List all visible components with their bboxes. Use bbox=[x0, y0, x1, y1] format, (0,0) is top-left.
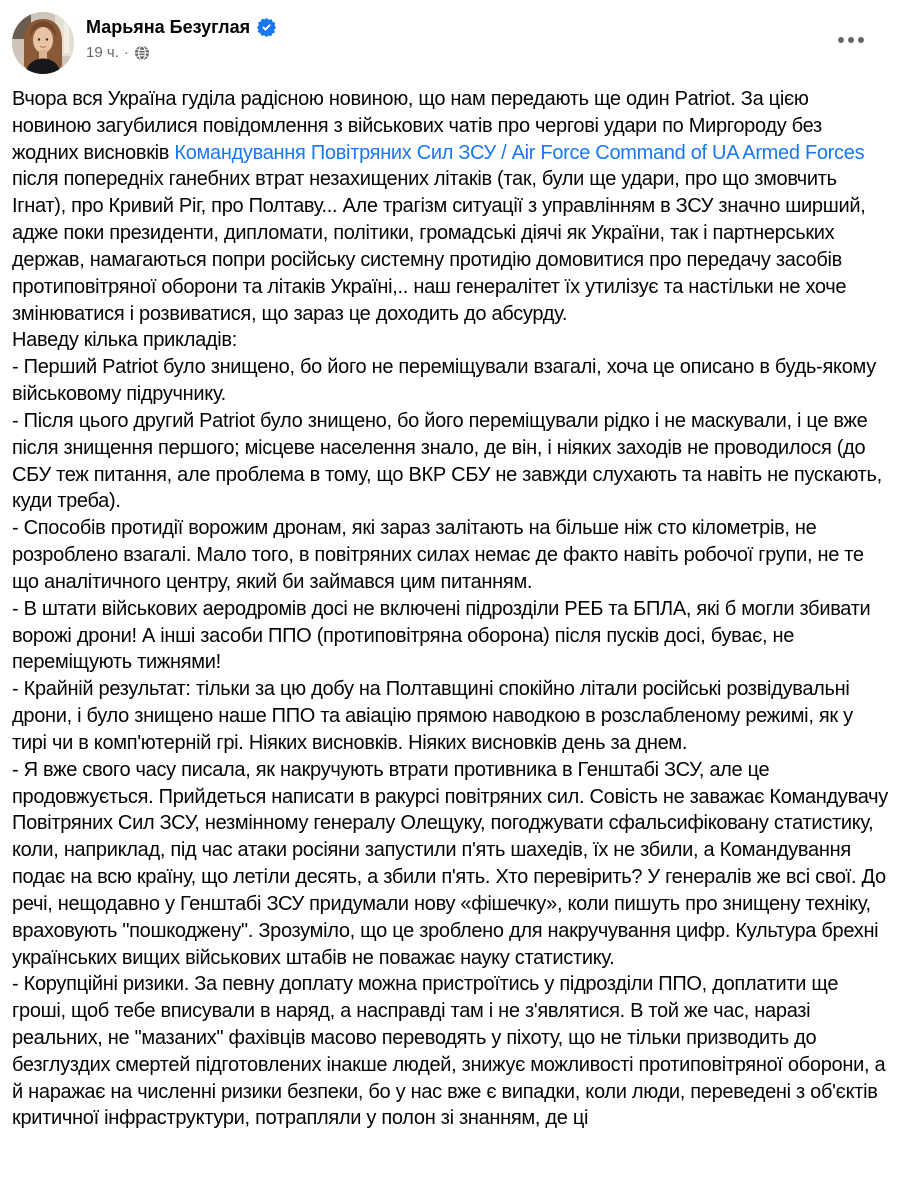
page-mention-link[interactable]: Командування Повітряних Сил ЗСУ / Air Force Command of UA Armed Forces bbox=[174, 141, 865, 164]
post-paragraph: - Корупційні ризики. За певну доплату можна пристроїтись у підрозділи ППО, доплатити ще гроші, щоб тебе вписували в наряд, а насправді там і не з'являтися. В той же час, наразі реальних, не "мазаних" фахівців масово переводять у піхоту, що не тільки призводить до безглуздих смертей підготовлених інакше людей, знижує можливості протиповітряної оборони, а й наражає на численні ризики безпеки, бо у нас вже є випадки, коли люди, переведені з об'єктів критичної інфраструктури, потрапляли у полон зі знанням, де ці bbox=[12, 973, 886, 1130]
post-header bbox=[0, 0, 898, 86]
post-paragraph: - Я вже свого часу писала, як накручують втрати противника в Генштабі ЗСУ, але це продовжується. Прийдеться написати в ракурсі повітряних сил. Совість не заважає Командувачу Повітряних Сил ЗСУ, незмінному генералу Олещуку, погоджувати сфальсифіковану статистику, коли, наприклад, під час атаки росіяни запустили п'ять шахедів, їх не збили, а Командування подає на всю країну, що летіли десять, а збили п'ять. Хто перевірить? У генералів же всі свої. До речі, нещодавно у Генштабі ЗСУ придумали нову «фішечку», коли пишуть про знищену техніку, враховують "пошкоджену". Зрозуміло, що це зроблено для накручування цифр. Культура брехні українських вищих військових штабів не поважає науку статистику. bbox=[12, 758, 888, 969]
post-paragraphs bbox=[12, 327, 888, 1132]
header-text-block bbox=[86, 16, 276, 62]
globe-public-icon bbox=[134, 45, 150, 61]
post-paragraph: Наведу кілька прикладів: bbox=[12, 329, 238, 352]
verified-badge-icon bbox=[257, 18, 276, 37]
dot-icon bbox=[858, 37, 864, 43]
post-paragraph: - Перший Patriot було знищено, бо його не переміщували взагалі, хоча це описано в будь-якому військовому підручнику. bbox=[12, 356, 876, 406]
author-avatar[interactable] bbox=[12, 12, 74, 74]
intro-text-after-link: після попередніх ганебних втрат незахищених літаків (так, були ще удари, про що змовчить Ігнат), про Кривий Ріг, про Полтаву... Але трагізм ситуації з управлінням в ЗСУ значно ширший, адже поки президенти, дипломати, політики, громадські діячі як України, так і партнерських держав, намагаються попри російську системну протидію домовитися про передачу засобів протиповітряної оборони та літаків Україні,.. наш генералітет їх утилізує та настільки не хоче змінюватися і розвиватися, що зараз це доходить до абсурду. bbox=[12, 168, 866, 325]
intro-text-before-link: Вчора вся Україна гуділа радісною новиною, що нам передають ще один Patriot. За цією новиною загубилися повідомлення з військових чатів про чергові удари по Миргороду без жодних висновків bbox=[12, 88, 822, 164]
post-paragraph: - Крайній результат: тільки за цю добу на Полтавщині спокійно літали російські розвідувальні дрони, і було знищено наше ППО та авіацію прямою наводкою в розслабленому режимі, як у тирі чи в комп'ютерній грі. Ніяких висновків. Ніяких висновків день за днем. bbox=[12, 678, 853, 754]
post-paragraph: - В штати військових аеродромів досі не включені підрозділи РЕБ та БПЛА, які б могли збивати ворожі дрони! А інші засоби ППО (протиповітряна оборона) після пусків досі, буває, не переміщують тижнями! bbox=[12, 597, 871, 674]
post-timestamp[interactable]: 19 ч. bbox=[86, 44, 119, 61]
dot-icon bbox=[848, 37, 854, 43]
post-paragraph: - Після цього другий Patriot було знищено, бо його переміщували рідко і не маскували, і це вже після знищення першого; місцеве населення знало, де він, і ніяких заходів не проводилося (до СБУ теж питання, але проблема в тому, що ВКР СБУ не завжди слухають та навіть не пускають, куди треба). bbox=[12, 409, 882, 513]
avatar-portrait bbox=[12, 12, 74, 74]
post-body bbox=[12, 86, 888, 1132]
dot-icon bbox=[838, 37, 844, 43]
author-name-row bbox=[86, 16, 276, 38]
post-meta-row bbox=[86, 44, 276, 62]
more-options-button[interactable] bbox=[830, 29, 872, 51]
post-paragraph: - Способів протидії ворожим дронам, які зараз залітають на більше ніж сто кілометрів, не розроблено взагалі. Мало того, в повітряних силах немає де факто навіть робочої групи, не те що аналітичного центру, який би займався цим питанням. bbox=[12, 517, 864, 593]
meta-separator: · bbox=[123, 44, 129, 61]
post-paragraph-intro bbox=[12, 86, 888, 327]
author-name[interactable]: Марьяна Безуглая bbox=[86, 17, 251, 37]
